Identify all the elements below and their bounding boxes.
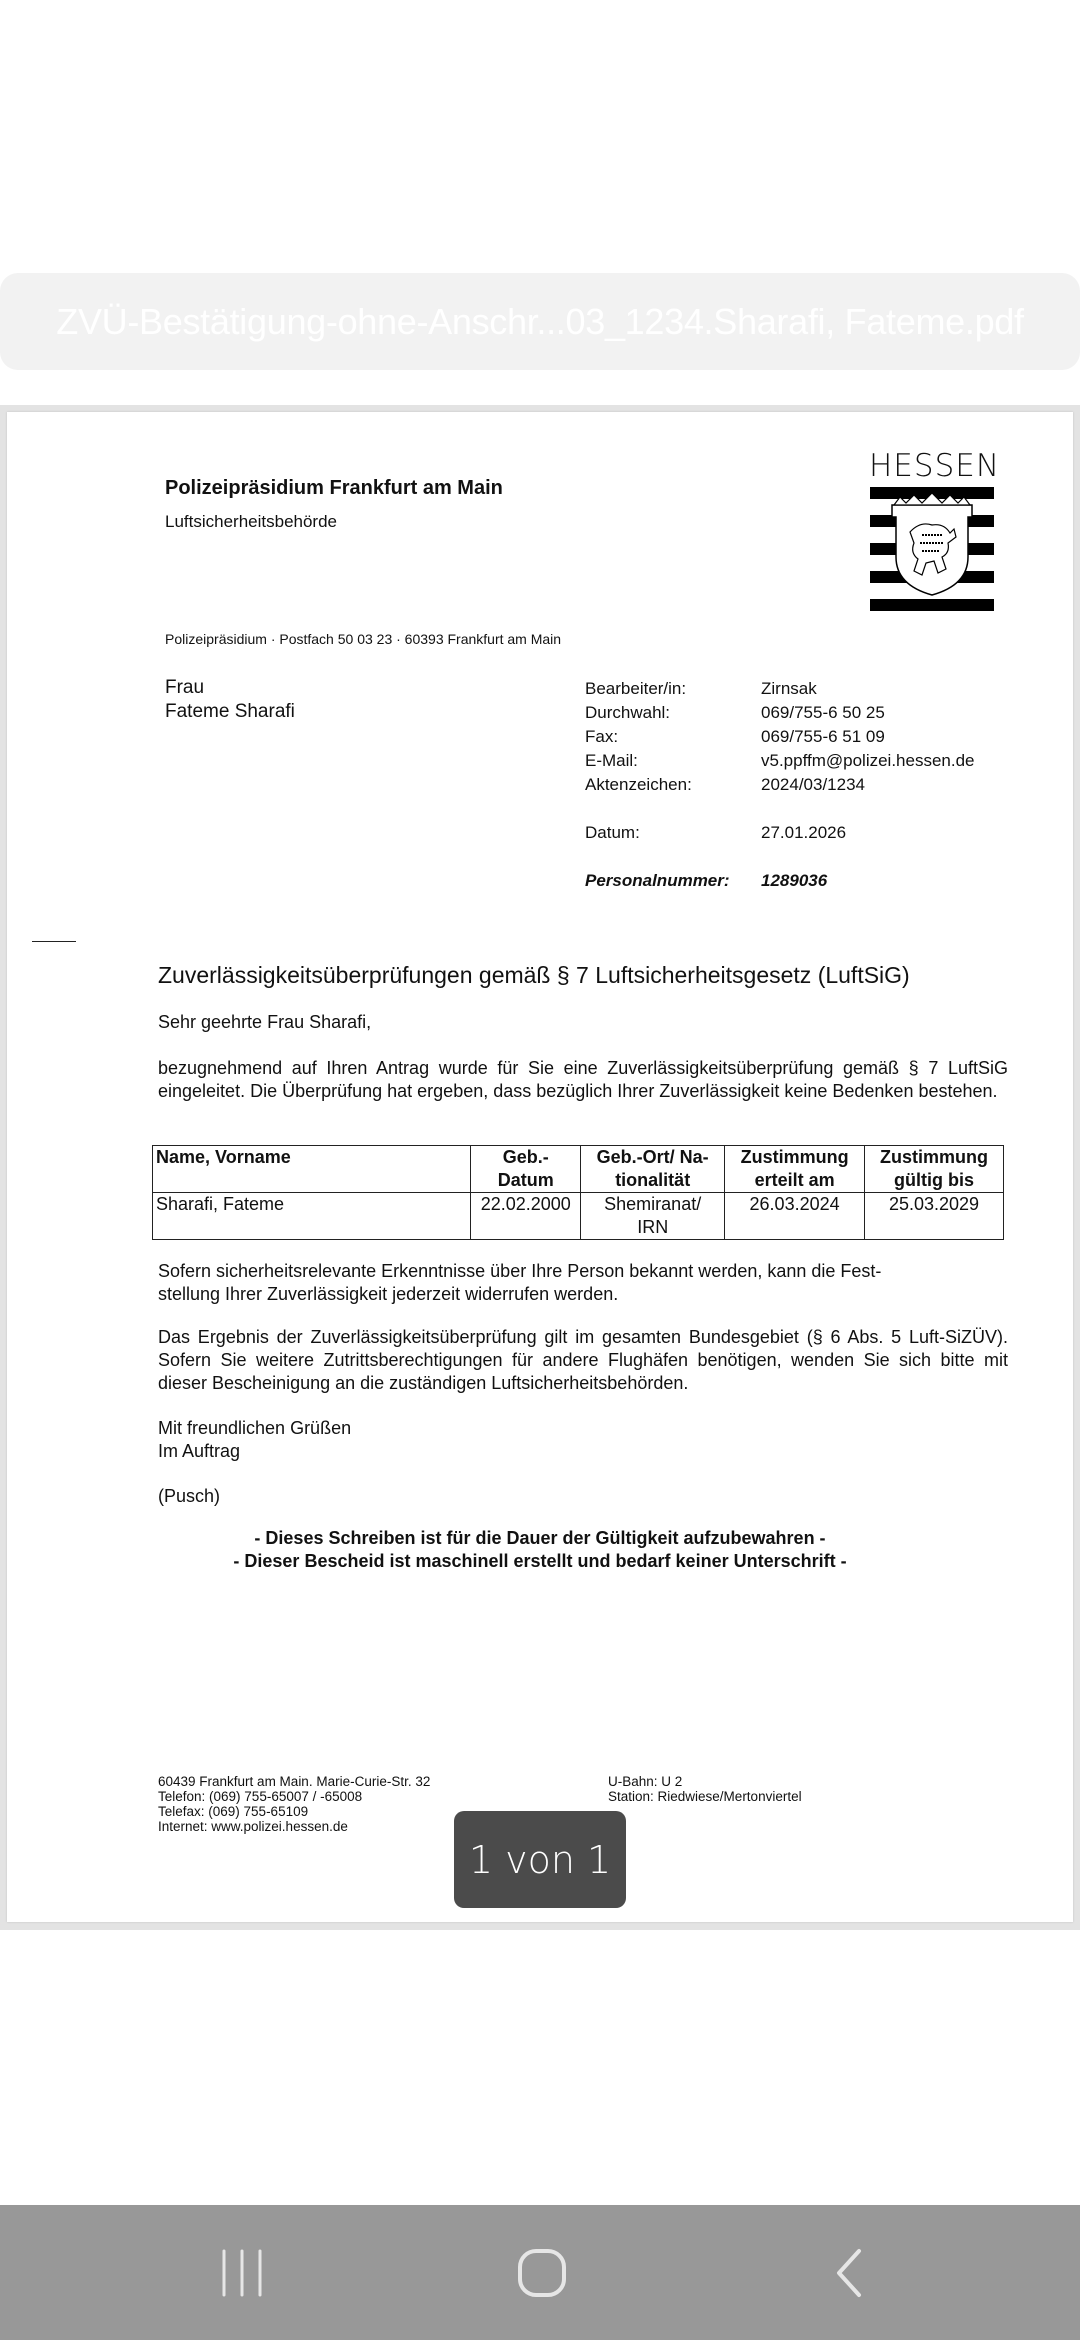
meta-value: 27.01.2026: [761, 823, 847, 842]
meta-value: v5.ppffm@polizei.hessen.de: [761, 751, 975, 770]
header-name: Name, Vorname: [153, 1146, 471, 1193]
letter-signer: (Pusch): [158, 1486, 221, 1506]
letter-closing: Mit freundlichen Grüßen Im Auftrag: [158, 1418, 352, 1461]
pdf-page[interactable]: [7, 412, 1073, 1922]
table-header-row: [153, 1146, 1004, 1193]
back-icon: [831, 2247, 865, 2299]
org-name: Polizeipräsidium Frankfurt am Main: [165, 477, 503, 499]
letter-subject: Zuverlässigkeitsüberprüfungen gemäß § 7 Luftsicherheitsgesetz (LuftSiG): [158, 962, 910, 988]
hessen-logo-text: HESSEN: [869, 448, 1001, 484]
recent-apps-icon: [217, 2247, 267, 2299]
clearance-table: [152, 1145, 1004, 1240]
hessen-coat-of-arms-icon: [870, 487, 994, 611]
pdf-filename: ZVÜ-Bestätigung-ohne-Anschr...03_1234.Sharafi, Fateme.pdf: [56, 300, 1024, 342]
header-birth-place: Geb.-Ort/ Na- tionalität: [581, 1146, 725, 1193]
meta-row-personnel-number: [585, 869, 975, 893]
meta-value: Zirnsak: [761, 679, 817, 698]
home-icon: [517, 2248, 567, 2298]
meta-row-date: [585, 821, 975, 845]
table-row: [153, 1193, 1004, 1240]
meta-value: 2024/03/1234: [761, 775, 865, 794]
meta-label: Fax:: [585, 727, 619, 746]
meta-label: Bearbeiter/in:: [585, 679, 687, 698]
cell-birth-date: 22.02.2000: [471, 1193, 581, 1240]
recipient-address: [165, 676, 295, 724]
footer-contact: 60439 Frankfurt am Main. Marie-Curie-Str. 32 Telefon: (069) 755-65007 / -65008 Telefax: (069) 755-65109 Internet: www.polizei.hessen.de: [158, 1774, 431, 1834]
meta-label: E-Mail:: [585, 751, 638, 770]
meta-row-fax: [585, 725, 975, 749]
cell-granted: 26.03.2024: [725, 1193, 865, 1240]
cell-name: Sharafi, Fateme: [153, 1193, 471, 1240]
meta-row-clerk: [585, 677, 975, 701]
meta-label: Personalnummer:: [585, 871, 730, 890]
footer-transit: U-Bahn: U 2 Station: Riedwiese/Mertonviertel: [608, 1774, 802, 1804]
meta-row-file-number: [585, 773, 975, 797]
meta-row-extension: [585, 701, 975, 725]
pdf-title-bar[interactable]: [0, 273, 1080, 370]
header-birth-date: Geb.- Datum: [471, 1146, 581, 1193]
meta-value: 069/755-6 50 25: [761, 703, 885, 722]
fold-mark: [32, 941, 76, 942]
recent-apps-button[interactable]: [162, 2205, 322, 2340]
meta-label: Datum:: [585, 823, 640, 842]
home-button[interactable]: [462, 2205, 622, 2340]
back-button[interactable]: [768, 2205, 928, 2340]
cell-birth-place: Shemiranat/ IRN: [581, 1193, 725, 1240]
recipient-salutation: Frau: [165, 677, 205, 698]
system-navigation-bar: [0, 2205, 1080, 2340]
letter-metadata: [585, 677, 975, 893]
sender-return-address: Polizeipräsidium · Postfach 50 03 23 · 60393 Frankfurt am Main: [165, 631, 562, 647]
meta-value: 069/755-6 51 09: [761, 727, 885, 746]
org-subtitle: Luftsicherheitsbehörde: [165, 512, 338, 531]
meta-label: Durchwahl:: [585, 703, 671, 722]
page-indicator: 1 von 1: [454, 1811, 626, 1908]
letter-notice: - Dieses Schreiben ist für die Dauer der Gültigkeit aufzubewahren - - Dieser Bescheid ist maschinell erstellt und bedarf keiner Unterschrift -: [233, 1528, 847, 1571]
meta-row-email: [585, 749, 975, 773]
recipient-name: Fateme Sharafi: [165, 701, 295, 722]
letter-paragraph-3: Das Ergebnis der Zuverlässigkeitsüberprüfung gilt im gesamten Bundesgebiet (§ 6 Abs. 5 Luft-SiZÜV). Sofern Sie weitere Zutrittsberechtigungen für andere Flughäfen benötigen, wenden Sie sich bitte mit dieser Bescheinigung an die zuständigen Luftsicherheitsbehörden.: [158, 1327, 1008, 1393]
meta-label: Aktenzeichen:: [585, 775, 692, 794]
meta-value: 1289036: [761, 871, 828, 890]
letter-paragraph-2: Sofern sicherheitsrelevante Erkenntnisse über Ihre Person bekannt werden, kann die Fest- stellung Ihrer Zuverlässigkeit jederzeit widerrufen werden.: [158, 1261, 882, 1304]
header-valid-until: Zustimmung gültig bis: [865, 1146, 1004, 1193]
letter-paragraph-1: bezugnehmend auf Ihren Antrag wurde für Sie eine Zuverlässigkeitsüberprüfung gemäß § 7 LuftSiG eingeleitet. Die Überprüfung hat ergeben, dass bezüglich Ihrer Zuverlässigkeit keine Bedenken bestehen.: [158, 1058, 1008, 1101]
cell-valid-until: 25.03.2029: [865, 1193, 1004, 1240]
header-granted: Zustimmung erteilt am: [725, 1146, 865, 1193]
letter-greeting: Sehr geehrte Frau Sharafi,: [158, 1012, 372, 1032]
